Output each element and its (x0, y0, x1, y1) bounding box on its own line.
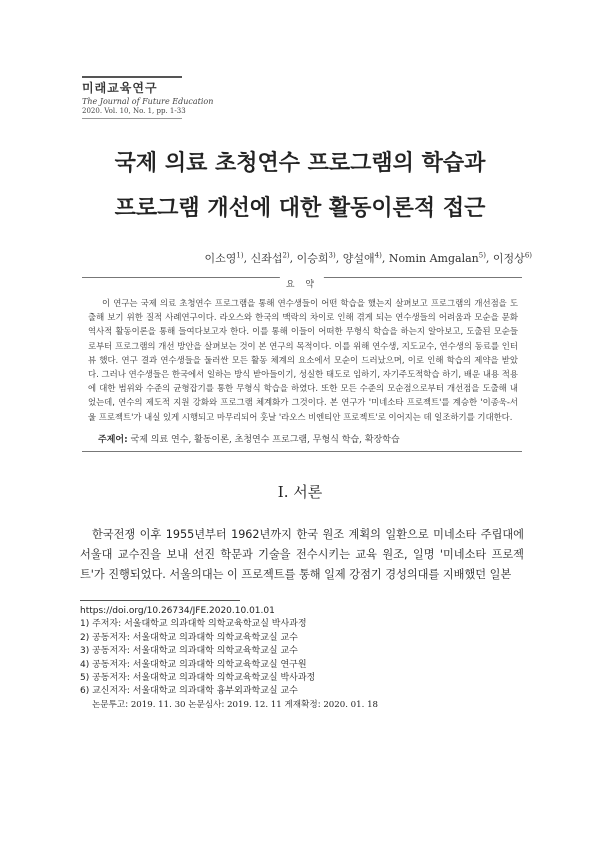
section-heading: Ⅰ. 서론 (277, 483, 323, 501)
submitted-date: 2019. 11. 30 (130, 699, 186, 710)
accepted-date: 2020. 01. 18 (323, 699, 379, 710)
abstract-heading: 요 약 (280, 277, 324, 290)
paper-title-line2: 프로그램 개선에 대한 활동이론적 접근 (114, 196, 486, 221)
reviewed-label: 논문심사: (188, 699, 225, 710)
footnotes (80, 605, 378, 712)
reviewed-date: 2019. 12. 11 (227, 699, 282, 710)
footnote-divider (80, 600, 240, 601)
keywords (98, 432, 400, 445)
doi-link[interactable]: https://doi.org/10.26734/JFE.2020.10.01.01 (80, 606, 275, 616)
accepted-label: 게재확정: (284, 699, 321, 710)
author-name: 양설애 (342, 252, 375, 265)
keywords-divider (82, 451, 522, 452)
paper-title-line1: 국제 의료 초청연수 프로그램의 학습과 (114, 151, 486, 176)
author-mark: 2) (282, 251, 290, 260)
footnote-item: 3) 공동저자: 서울대학교 의과대학 의학교육학교실 교수 (80, 646, 298, 657)
author-mark: 1) (236, 251, 244, 260)
author-list: 이소영$^{1)}$, 신좌섭$^{2)}$, 이승희$^{3)}$, 양설애$^{4)}$, Nomin Amgalan$^{5)}$, 이정상$^{6)}$ (204, 251, 532, 265)
paper-dates (80, 699, 378, 712)
author-mark: 3) (328, 251, 336, 260)
footnote-item: 2) 공동저자: 서울대학교 의과대학 의학교육학교실 교수 (80, 632, 298, 643)
submitted-label: 논문투고: (92, 699, 129, 710)
footnote-item: 6) 교신저자: 서울대학교 의과대학 흉부외과학교실 교수 (80, 686, 298, 697)
author-name: 이승희 (296, 252, 329, 265)
keywords-label: 주제어: (98, 435, 128, 445)
journal-volume: 2020. Vol. 10, No. 1, pp. 1-33 (82, 107, 186, 115)
footnote-item: 5) 공동저자: 서울대학교 의과대학 의학교육학교실 박사과정 (80, 673, 316, 684)
author-name: Nomin Amgalan (388, 252, 479, 265)
abstract-divider (82, 277, 522, 292)
footnote-item: 4) 공동저자: 서울대학교 의과대학 의학교육학교실 연구원 (80, 659, 307, 670)
journal-name-en: The Journal of Future Education (82, 97, 214, 106)
journal-header (82, 76, 214, 119)
keywords-text: 국제 의료 연수, 활동이론, 초청연수 프로그램, 무형식 학습, 확장학습 (130, 435, 400, 445)
author-name: 이정상 (492, 252, 525, 265)
author-name: 이소영 (204, 252, 237, 265)
author-mark: 5) (478, 251, 486, 260)
author-mark: 4) (374, 251, 382, 260)
body-paragraph: 한국전쟁 이후 1955년부터 1962년까지 한국 원조 계획의 일환으로 미네소타 주립대에 서울대 교수진을 보내 선진 학문과 기술을 전수시키는 교육 원조, 일명 '미네소타 프로젝트'가 진행되었다. 서울의대는 이 프로젝트를 통해 일제 강점기 경성의대를 지배했던 일본 (80, 528, 524, 581)
author-name: 신좌섭 (250, 252, 283, 265)
footnote-item: 1) 주저자: 서울대학교 의과대학 의학교육학교실 박사과정 (80, 619, 307, 630)
author-mark: 6) (524, 251, 532, 260)
abstract-text: 이 연구는 국제 의료 초청연수 프로그램을 통해 연수생들이 어떤 학습을 했는지 살펴보고 프로그램의 개선점을 도출해 보기 위한 질적 사례연구이다. 라오스와 한국의 맥락의 차이로 인해 겪게 되는 연수생들의 어려움과 모순을 문화 역사적 활동이론을 통해 들여다보고자 한다. 이를 통해 이들이 어떠한 무형식 학습을 하는지 알아보고, 도출된 모순들로부터 프로그램의 개선 방안을 살펴보는 것이 본 연구의 목적이다. 이를 위해 연수생, 지도교수, 연수생의 동료를 인터뷰 했다. 연구 결과 연수생들을 둘러싼 모든 활동 체계의 요소에서 모순이 드러났으며, 이로 인해 학습의 제약을 받았다. 그러나 연수생들은 한국에서 일하는 방식 받아들이기, 성실한 태도로 임하기, 자기주도적학습 하기, 배운 내용 적용에 대한 범위와 수준의 균형잡기를 통한 무형식 학습을 하였다. 또한 모든 수준의 모순점으로부터 개선점을 도출해 내었는데, 연수의 제도적 지원 강화와 프로그램 체계화가 그것이다. 본 연구가 '미네소타 프로젝트'를 계승한 '이종욱-서울 프로젝트'가 내실 있게 시행되고 마무리되어 훗날 '라오스 비엔티안 프로젝트'로 이어지는 데 일조하기를 기대한다. (88, 298, 518, 422)
journal-name-ko: 미래교육연구 (82, 81, 158, 95)
